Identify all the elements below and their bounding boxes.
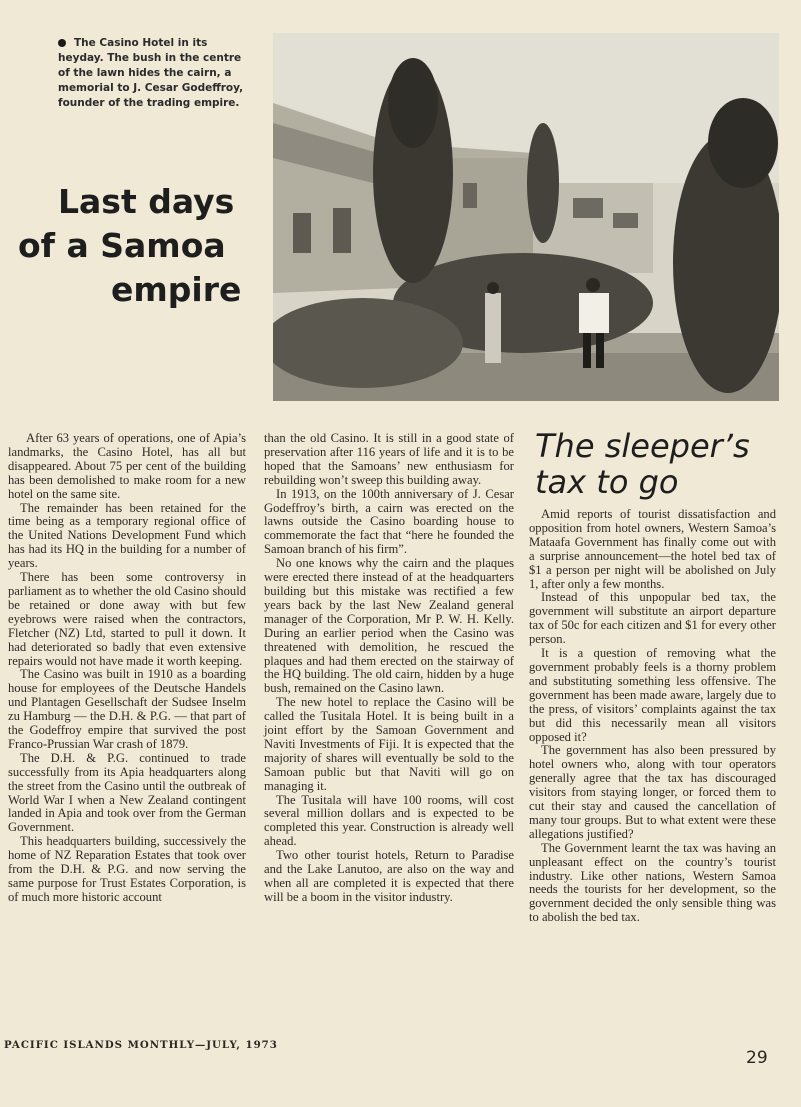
photo-caption: [58, 36, 248, 111]
paragraph: Amid reports of tourist dissatisfaction and opposition from hotel owners, Western Samoa’s Mataafa Government has finally come out with a surprise announcement—the hotel bed tax of $1 a person per night will be abolished on July 1, after only a few months.: [529, 507, 776, 591]
main-headline-line-2: of a Samoa: [18, 226, 226, 265]
bullet-icon: [58, 39, 66, 47]
main-headline-line-3: empire: [111, 270, 242, 309]
paragraph: No one knows why the cairn and the plaques were erected there instead of at the headquarters building but this mistake was rectified a few years back by the last New Zealand general manager of the Corporation, Mr P. W. H. Kelly. During an earlier period when the Casino was threatened with demolition, he rescued the plaques and had them erected on the stairway of the HQ building. The old cairn, hidden by a huge bush, remained on the Casino lawn.: [264, 556, 514, 696]
paragraph: Instead of this unpopular bed tax, the government will substitute an airport departure tax of 50c for each citizen and $1 for every other person.: [529, 590, 776, 647]
main-headline: [18, 180, 240, 312]
paragraph: The D.H. & P.G. continued to trade successfully from its Apia headquarters along the street from the Casino until the outbreak of World War I when a New Zealand contingent landed in Apia and took over from the German Government.: [8, 750, 246, 835]
paragraph: This headquarters building, successively the home of NZ Reparation Estates that took over from the D.H. & P.G. and now serving the same purpose for Trust Estates Corporation, is of much more historic account: [8, 834, 246, 904]
side-article-column: [529, 508, 776, 925]
casino-hotel-photo-illustration: [273, 33, 779, 401]
main-article-column-2: [264, 432, 514, 905]
paragraph: The Casino was built in 1910 as a boarding house for employees of the Deutsche Handels und Plantagen Gesellschaft der Sudsee Inselm zu Hamburg — the D.H. & P.G. — that part of the Godeffroy empire that survived the post Franco-Prussian War crash of 1879.: [8, 667, 246, 751]
paragraph: Two other tourist hotels, Return to Paradise and the Lake Lanutoo, are also on the way and when all are completed it is expected that there will be a boom in the visitor industry.: [264, 848, 514, 904]
paragraph: The government has also been pressured by hotel owners who, along with tour operators generally agree that the tax has discouraged visitors from staying longer, or forced them to cut their stay and caused the cancellation of many tour groups. But to what extent were these allegations justified?: [529, 743, 776, 841]
paragraph: After 63 years of operations, one of Apia’s landmarks, the Casino Hotel, has all but disappeared. About 75 per cent of the building has been demolished to make room for a new hotel on the same site.: [8, 431, 246, 501]
side-headline: [535, 428, 775, 500]
paragraph: There has been some controversy in parliament as to whether the old Casino should be retained or done away with but few eyebrows were raised when the contractors, Fletcher (NZ) Ltd, started to pull it down. It had deteriorated so badly that even extensive repairs would not have made it worth keeping.: [8, 570, 246, 668]
side-headline-line-2: tax to go: [535, 463, 679, 501]
paragraph: The remainder has been retained for the time being as a temporary regional office of the United Nations Development Fund which has had its HQ in the building for a number of years.: [8, 500, 246, 571]
side-headline-line-1: The sleeper’s: [535, 427, 750, 465]
paragraph: The new hotel to replace the Casino will be called the Tusitala Hotel. It is being built in a joint effort by the Samoan Government and Naviti Investments of Fiji. It is expected that the majority of shares will eventually be sold to the Samoan public but that Naviti will go on managing it.: [264, 695, 514, 793]
publication-footer: PACIFIC ISLANDS MONTHLY—JULY, 1973: [4, 1039, 278, 1051]
casino-hotel-photo: [273, 33, 779, 401]
main-headline-line-1: Last days: [58, 182, 235, 221]
main-article-column-1: [8, 432, 246, 905]
paragraph: The Tusitala will have 100 rooms, will cost several million dollars and is expected to be completed this year. Construction is already well ahead.: [264, 792, 514, 849]
paragraph: In 1913, on the 100th anniversary of J. Cesar Godeffroy’s birth, a cairn was erected on the lawns outside the Casino boarding house to commemorate the fact that “here he founded the Samoan branch of his firm”.: [264, 486, 514, 557]
paragraph: It is a question of removing what the government probably feels is a thorny problem and substituting something less offensive. The government has been made aware, largely due to the press, of visitors’ complaints against the tax but did this necessarily mean all visitors opposed it?: [529, 646, 776, 744]
page-number: 29: [746, 1048, 768, 1068]
photo-caption-text: The Casino Hotel in its heyday. The bush in the centre of the lawn hides the cairn, a memorial to J. Cesar Godeffroy, founder of the trading empire.: [58, 37, 244, 109]
paragraph-continued: than the old Casino. It is still in a good state of preservation after 116 years of life and it is to be hoped that the Samoans’ new enthusiasm for rebuilding won’t sweep this building away.: [264, 431, 514, 487]
paragraph: The Government learnt the tax was having an unpleasant effect on the country’s tourist industry. Like other nations, Western Samoa needs the tourists for her development, so the government decided the only sensible thing was to abolish the bed tax.: [529, 840, 776, 925]
